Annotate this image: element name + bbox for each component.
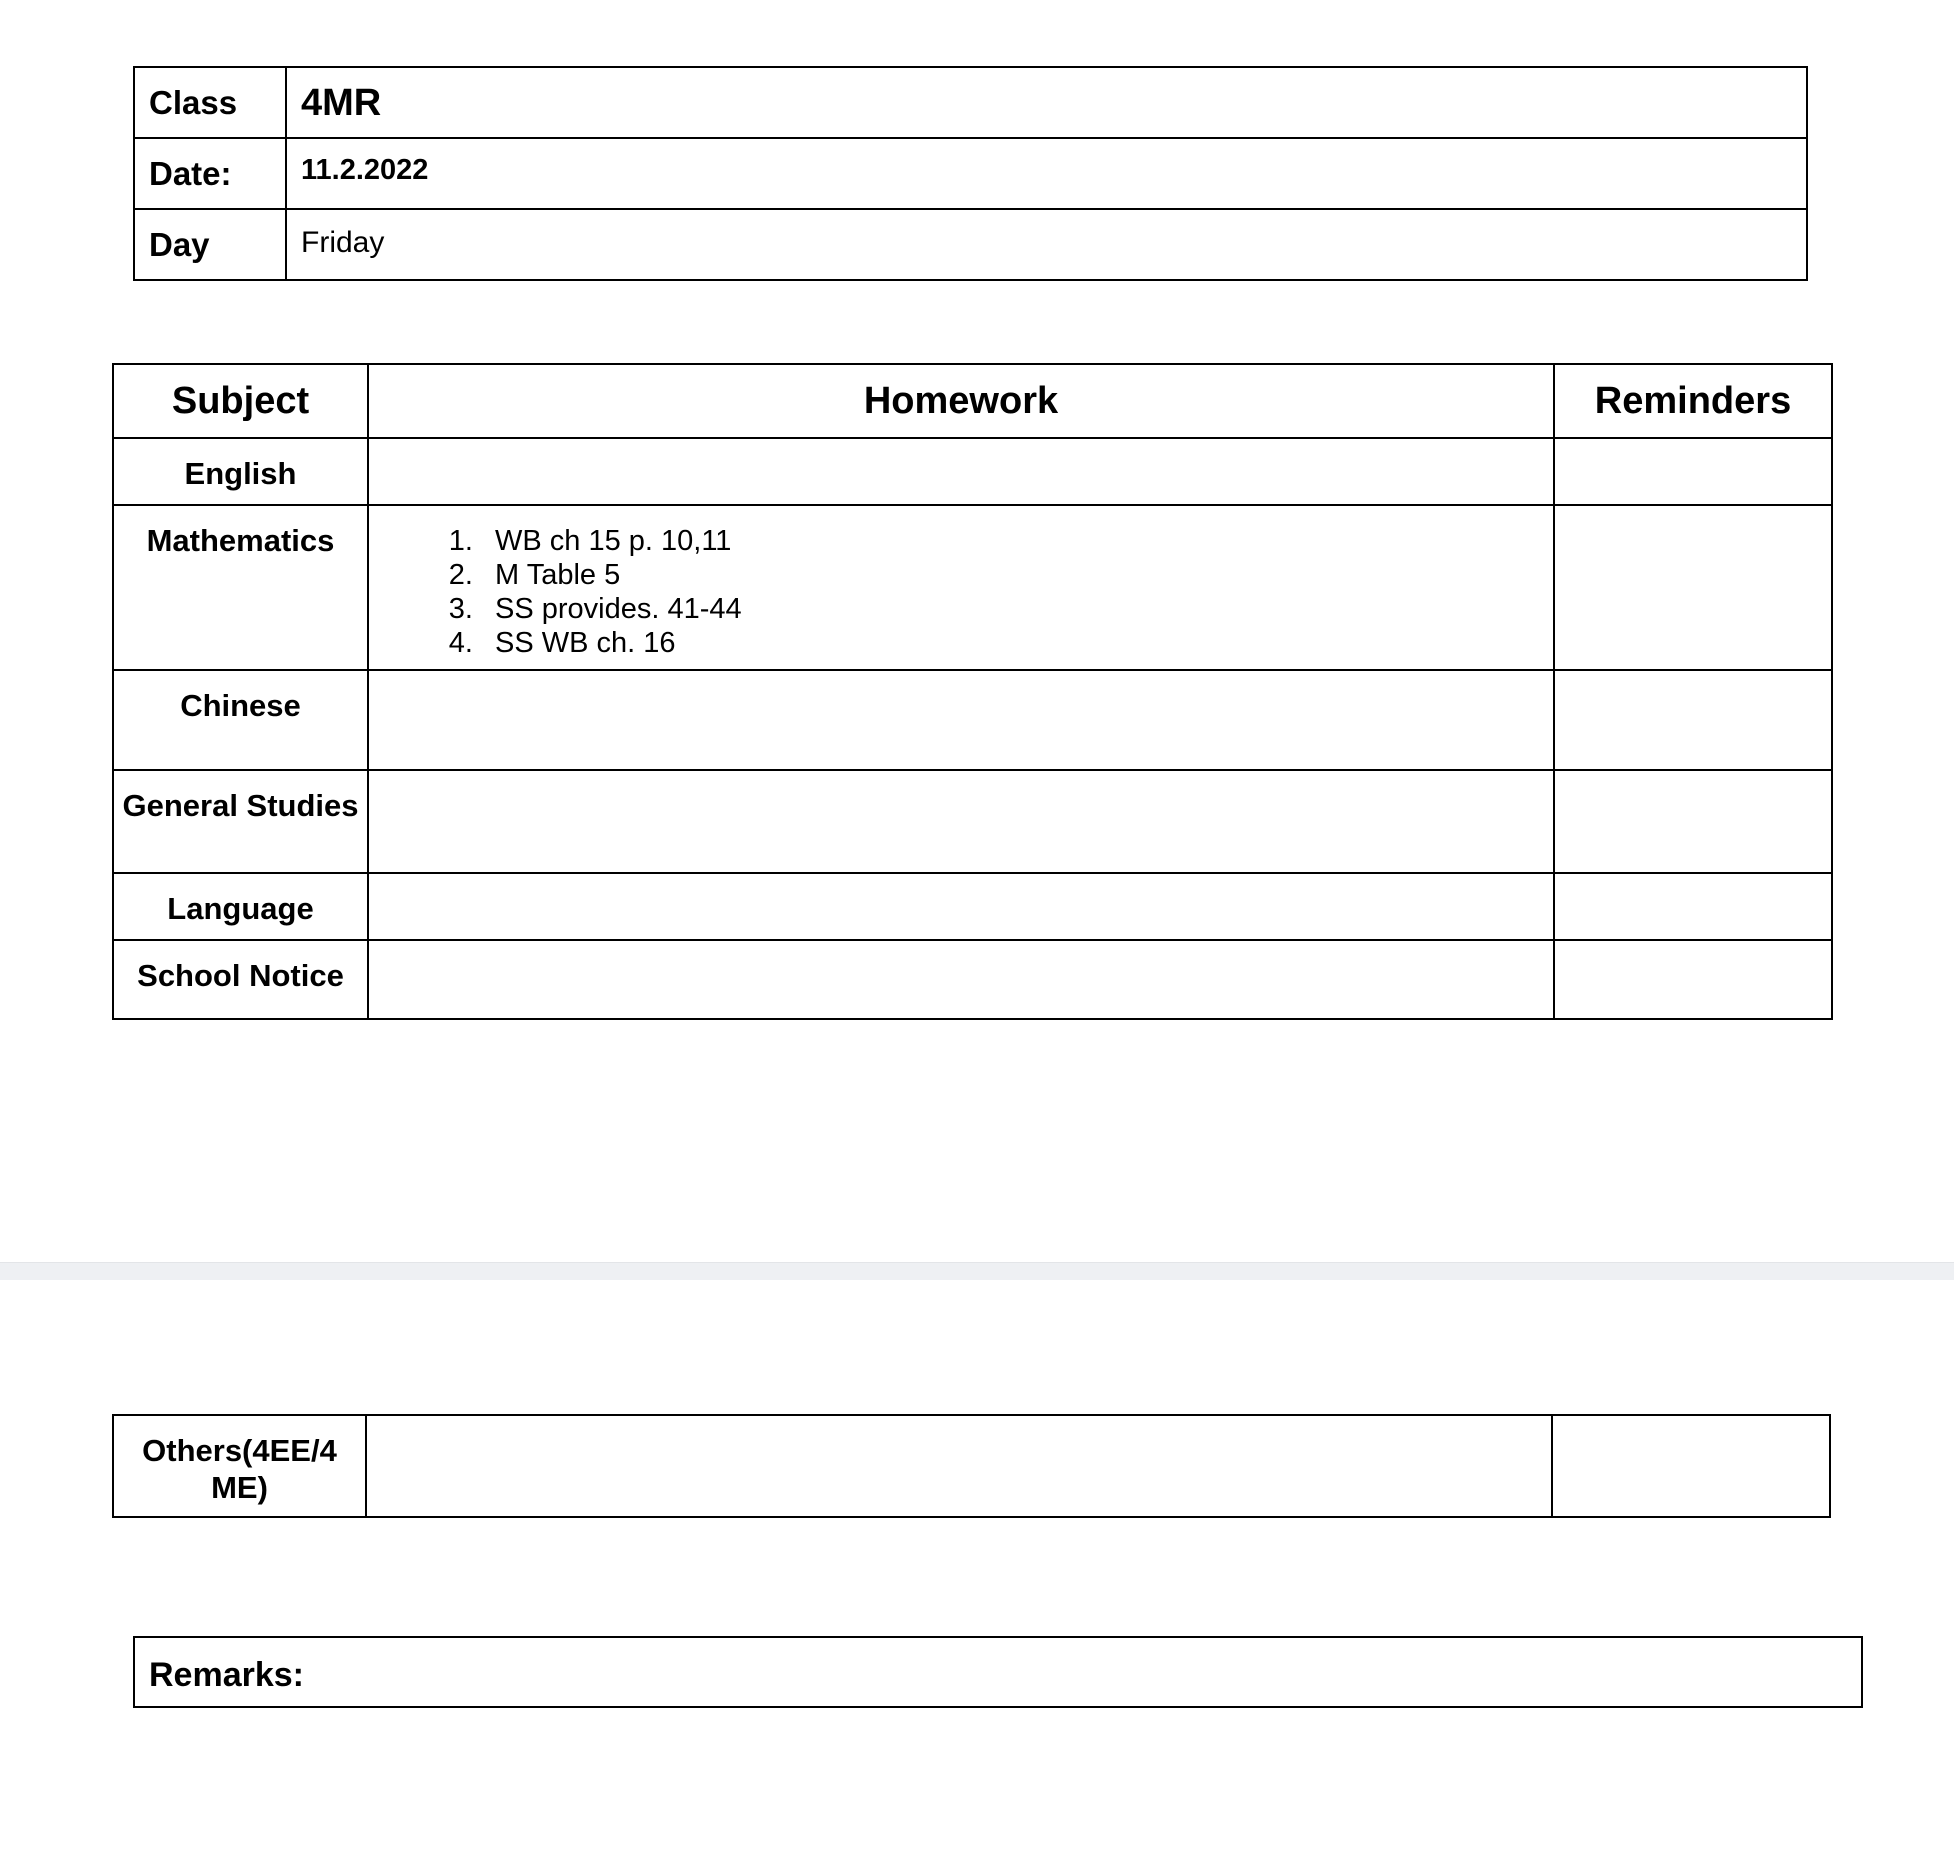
reminders-cell[interactable] bbox=[1554, 670, 1832, 770]
subject-cell: Others(4EE/4 ME) bbox=[113, 1415, 366, 1517]
list-item: 4. SS WB ch. 16 bbox=[481, 626, 1553, 660]
class-label: Class bbox=[134, 67, 286, 138]
list-item: 1. WB ch 15 p. 10,11 bbox=[481, 524, 1553, 558]
homework-list bbox=[369, 524, 1553, 660]
homework-cell[interactable] bbox=[368, 873, 1554, 940]
reminders-header: Reminders bbox=[1554, 364, 1832, 438]
homework-cell[interactable] bbox=[368, 505, 1554, 670]
others-table bbox=[112, 1414, 1831, 1518]
subject-cell: Mathematics bbox=[113, 505, 368, 670]
table-row bbox=[113, 505, 1832, 670]
homework-cell[interactable] bbox=[368, 438, 1554, 505]
date-row bbox=[134, 138, 1807, 209]
subject-header: Subject bbox=[113, 364, 368, 438]
table-row bbox=[113, 1415, 1830, 1517]
reminders-cell[interactable] bbox=[1554, 873, 1832, 940]
date-label: Date: bbox=[134, 138, 286, 209]
list-item: 3. SS provides. 41-44 bbox=[481, 592, 1553, 626]
table-row bbox=[113, 670, 1832, 770]
class-row bbox=[134, 67, 1807, 138]
page-break bbox=[0, 1262, 1954, 1281]
day-row bbox=[134, 209, 1807, 280]
homework-cell[interactable] bbox=[368, 670, 1554, 770]
table-row bbox=[113, 770, 1832, 873]
reminders-cell[interactable] bbox=[1554, 940, 1832, 1019]
subject-cell: General Studies bbox=[113, 770, 368, 873]
remarks-box[interactable] bbox=[133, 1636, 1863, 1708]
homework-cell[interactable] bbox=[366, 1415, 1552, 1517]
day-label: Day bbox=[134, 209, 286, 280]
table-row bbox=[113, 873, 1832, 940]
homework-cell[interactable] bbox=[368, 770, 1554, 873]
homework-header: Homework bbox=[368, 364, 1554, 438]
list-item: 2. M Table 5 bbox=[481, 558, 1553, 592]
homework-table bbox=[112, 363, 1833, 1020]
table-row bbox=[113, 438, 1832, 505]
subject-cell: Language bbox=[113, 873, 368, 940]
class-value[interactable]: 4MR bbox=[286, 67, 1807, 138]
class-info-table bbox=[133, 66, 1808, 281]
remarks-label: Remarks: bbox=[149, 1656, 304, 1694]
reminders-cell[interactable] bbox=[1554, 438, 1832, 505]
reminders-cell[interactable] bbox=[1554, 505, 1832, 670]
document-page-2 bbox=[0, 1280, 1954, 1864]
date-value[interactable]: 11.2.2022 bbox=[286, 138, 1807, 209]
table-row bbox=[113, 940, 1832, 1019]
reminders-cell[interactable] bbox=[1552, 1415, 1830, 1517]
reminders-cell[interactable] bbox=[1554, 770, 1832, 873]
homework-header-row bbox=[113, 364, 1832, 438]
homework-cell[interactable] bbox=[368, 940, 1554, 1019]
subject-cell: Chinese bbox=[113, 670, 368, 770]
subject-cell: School Notice bbox=[113, 940, 368, 1019]
day-value[interactable]: Friday bbox=[286, 209, 1807, 280]
subject-cell: English bbox=[113, 438, 368, 505]
